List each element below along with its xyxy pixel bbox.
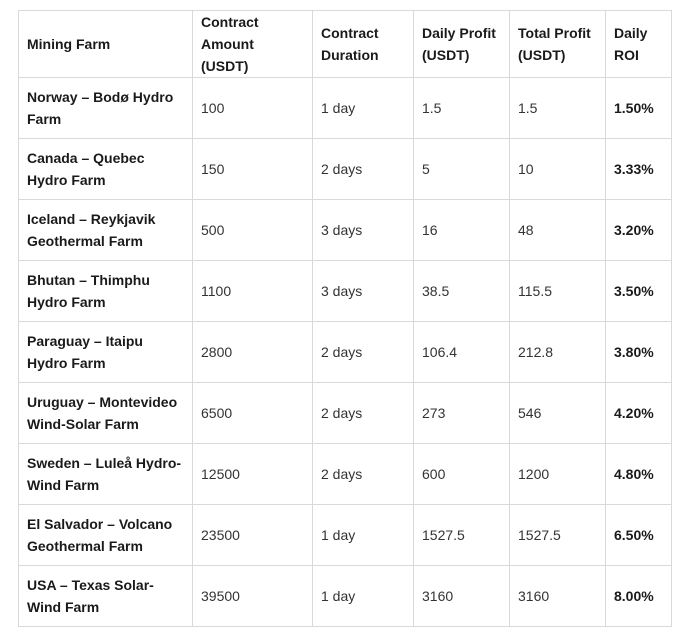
cell-contract-duration: 1 day — [313, 566, 414, 627]
cell-total-profit: 1527.5 — [510, 505, 606, 566]
cell-contract-amount: 100 — [193, 78, 313, 139]
cell-total-profit: 3160 — [510, 566, 606, 627]
cell-daily-roi: 1.50% — [606, 78, 672, 139]
cell-mining-farm: Norway – Bodø Hydro Farm — [19, 78, 193, 139]
cell-total-profit: 115.5 — [510, 261, 606, 322]
cell-mining-farm: Canada – Quebec Hydro Farm — [19, 139, 193, 200]
cell-contract-duration: 2 days — [313, 444, 414, 505]
table-row — [19, 566, 672, 627]
header-mining-farm: Mining Farm — [19, 11, 193, 78]
cell-mining-farm: USA – Texas Solar-Wind Farm — [19, 566, 193, 627]
cell-contract-duration: 3 days — [313, 261, 414, 322]
cell-mining-farm: Iceland – Reykjavik Geothermal Farm — [19, 200, 193, 261]
cell-total-profit: 48 — [510, 200, 606, 261]
cell-daily-profit: 1.5 — [414, 78, 510, 139]
cell-daily-profit: 16 — [414, 200, 510, 261]
cell-daily-roi: 6.50% — [606, 505, 672, 566]
table-row — [19, 261, 672, 322]
cell-daily-profit: 600 — [414, 444, 510, 505]
cell-daily-roi: 3.33% — [606, 139, 672, 200]
cell-daily-profit: 273 — [414, 383, 510, 444]
cell-contract-amount: 500 — [193, 200, 313, 261]
table-row — [19, 383, 672, 444]
cell-daily-roi: 3.50% — [606, 261, 672, 322]
header-total-profit: Total Profit (USDT) — [510, 11, 606, 78]
cell-contract-duration: 2 days — [313, 139, 414, 200]
cell-total-profit: 10 — [510, 139, 606, 200]
cell-contract-amount: 6500 — [193, 383, 313, 444]
cell-total-profit: 546 — [510, 383, 606, 444]
cell-contract-duration: 1 day — [313, 78, 414, 139]
header-contract-amount: Contract Amount (USDT) — [193, 11, 313, 78]
header-contract-duration: Contract Duration — [313, 11, 414, 78]
header-daily-roi: Daily ROI — [606, 11, 672, 78]
mining-farm-table-container — [18, 10, 672, 627]
cell-daily-roi: 4.20% — [606, 383, 672, 444]
cell-contract-amount: 150 — [193, 139, 313, 200]
table-header — [19, 11, 672, 78]
cell-contract-duration: 3 days — [313, 200, 414, 261]
cell-daily-profit: 38.5 — [414, 261, 510, 322]
table-row — [19, 139, 672, 200]
cell-mining-farm: El Salvador – Volcano Geothermal Farm — [19, 505, 193, 566]
cell-contract-amount: 12500 — [193, 444, 313, 505]
table-row — [19, 444, 672, 505]
table-row — [19, 505, 672, 566]
table-body — [19, 78, 672, 627]
table-row — [19, 200, 672, 261]
cell-contract-amount: 23500 — [193, 505, 313, 566]
cell-mining-farm: Uruguay – Montevideo Wind-Solar Farm — [19, 383, 193, 444]
header-row — [19, 11, 672, 78]
cell-daily-roi: 3.20% — [606, 200, 672, 261]
cell-daily-roi: 8.00% — [606, 566, 672, 627]
cell-contract-amount: 39500 — [193, 566, 313, 627]
cell-daily-roi: 4.80% — [606, 444, 672, 505]
table-row — [19, 78, 672, 139]
cell-daily-profit: 3160 — [414, 566, 510, 627]
cell-contract-amount: 1100 — [193, 261, 313, 322]
cell-contract-duration: 2 days — [313, 383, 414, 444]
mining-farm-table — [18, 10, 672, 627]
cell-mining-farm: Paraguay – Itaipu Hydro Farm — [19, 322, 193, 383]
cell-daily-profit: 1527.5 — [414, 505, 510, 566]
cell-contract-duration: 1 day — [313, 505, 414, 566]
cell-total-profit: 1200 — [510, 444, 606, 505]
header-daily-profit: Daily Profit (USDT) — [414, 11, 510, 78]
cell-daily-profit: 106.4 — [414, 322, 510, 383]
table-row — [19, 322, 672, 383]
cell-contract-duration: 2 days — [313, 322, 414, 383]
cell-mining-farm: Sweden – Luleå Hydro-Wind Farm — [19, 444, 193, 505]
cell-contract-amount: 2800 — [193, 322, 313, 383]
cell-daily-profit: 5 — [414, 139, 510, 200]
cell-mining-farm: Bhutan – Thimphu Hydro Farm — [19, 261, 193, 322]
cell-daily-roi: 3.80% — [606, 322, 672, 383]
cell-total-profit: 1.5 — [510, 78, 606, 139]
cell-total-profit: 212.8 — [510, 322, 606, 383]
